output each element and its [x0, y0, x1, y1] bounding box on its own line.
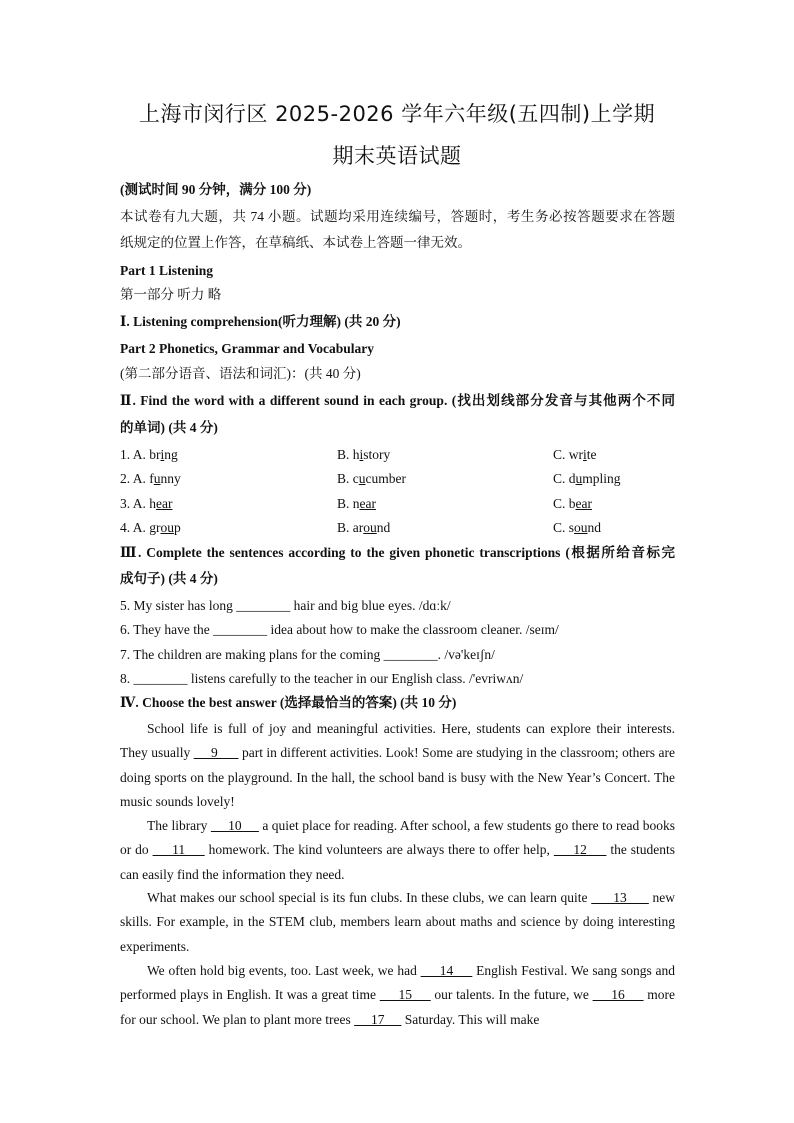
- passage-paragraph-4: We often hold big events, too. Last week, we had 14 English Festival. We sang songs and performed plays in English. It was a great time 15 our talents. In the future, we 16 more for our school. We plan to plant more trees 17 Saturday. This will make: [120, 963, 676, 1027]
- answer-blank: ________: [383, 647, 438, 662]
- option-4-a: 4. A. group: [120, 520, 181, 535]
- sentence-item-7: 7. The children are making plans for the coming ________. /və'keɪʃn/: [120, 647, 495, 662]
- sentence-item-5: 5. My sister has long ________ hair and big blue eyes. /dɑːk/: [120, 598, 451, 613]
- passage-paragraph-3: What makes our school special is its fun clubs. In these clubs, we can learn quite 13 new skills. For example, in the STEM club, members learn about maths and science by doing interesting experiments.: [120, 890, 675, 954]
- section4-heading: Ⅳ. Choose the best answer (选择最恰当的答案) (共 10 分): [120, 695, 457, 710]
- underlined-letters: i: [160, 447, 165, 462]
- passage-paragraph-2: The library 10 a quiet place for reading. After school, a few students go there to read books or do 11 homework. The kind volunteers are always there to offer help, 12 the students can easily find the information they need.: [120, 818, 676, 882]
- numbered-blank: 13: [591, 890, 649, 905]
- underlined-letters: i: [583, 447, 587, 462]
- sentence-item-8: 8. ________ listens carefully to the teacher in our English class. /'evriwʌn/: [120, 671, 524, 686]
- underlined-letters: ear: [575, 496, 592, 511]
- option-1-c: C. write: [553, 447, 597, 462]
- option-3-c: C. bear: [553, 496, 592, 511]
- option-1-b: B. history: [337, 447, 391, 462]
- numbered-blank: 17: [354, 1011, 402, 1027]
- answer-blank: ________: [133, 671, 188, 686]
- numbered-blank: 9: [193, 745, 239, 761]
- option-4-c: C. sound: [553, 520, 602, 535]
- numbered-blank: 14: [420, 963, 473, 978]
- underlined-letters: ou: [574, 520, 588, 535]
- underlined-letters: ou: [160, 520, 174, 535]
- underlined-letters: u: [358, 471, 366, 486]
- section3-heading-line2: 成句子) (共 4 分): [120, 571, 218, 586]
- instructions-line2: 纸规定的位置上作答，在草稿纸、本试卷上答题一律无效。: [120, 235, 471, 250]
- underlined-letters: ou: [363, 520, 377, 535]
- instructions-line1: 本试卷有九大题，共 74 小题。试题均采用连续编号，答题时，考生务必按答题要求在答题: [120, 209, 675, 224]
- answer-blank: ________: [213, 622, 268, 637]
- underlined-letters: ear: [156, 496, 173, 511]
- numbered-blank: 11: [152, 842, 205, 858]
- section3-heading-line1: Ⅲ. Complete the sentences according to the given phonetic transcriptions (根据所给音标完: [120, 545, 675, 560]
- underlined-letters: u: [153, 471, 161, 486]
- option-2-b: B. cucumber: [337, 471, 406, 486]
- numbered-blank: 16: [592, 987, 644, 1003]
- option-3-a: 3. A. hear: [120, 496, 173, 511]
- part2-subtitle: (第二部分语音、语法和词汇)：(共 40 分): [120, 366, 361, 381]
- part1-title: Part 1 Listening: [120, 263, 213, 278]
- numbered-blank: 10: [210, 818, 259, 833]
- exam-title-line2: 期末英语试题: [332, 144, 462, 168]
- answer-blank: ________: [236, 598, 291, 613]
- exam-title-line1: 上海市闵行区 2025-2026 学年六年级(五四制)上学期: [138, 102, 656, 126]
- underlined-letters: u: [575, 471, 583, 486]
- section2-heading-line2: 的单词) (共 4 分): [120, 420, 218, 435]
- option-2-a: 2. A. funny: [120, 471, 181, 486]
- sentence-item-6: 6. They have the ________ idea about how to make the classroom cleaner. /seɪm/: [120, 622, 559, 637]
- option-1-a: 1. A. bring: [120, 447, 178, 462]
- numbered-blank: 15: [379, 987, 431, 1003]
- passage-paragraph-1: School life is full of joy and meaningful activities. Here, students can explore their interests. They usually 9 part in different activities. Look! Some are studying in the classroom; others are doing sports on the playground. In the hall, the school band is busy with the New Year’s Concert. The music sounds lovely!: [120, 721, 675, 809]
- part1-subtitle: 第一部分 听力 略: [120, 287, 222, 302]
- underlined-letters: i: [359, 447, 364, 462]
- option-4-b: B. around: [337, 520, 391, 535]
- time-note: (测试时间 90 分钟，满分 100 分): [120, 182, 312, 197]
- section2-heading-line1: Ⅱ. Find the word with a different sound in each group. (找出划线部分发音与其他两个不同: [120, 393, 675, 408]
- option-3-b: B. near: [337, 496, 376, 511]
- section1-heading: Ⅰ. Listening comprehension(听力理解) (共 20 分): [120, 314, 401, 329]
- underlined-letters: ear: [359, 496, 376, 511]
- numbered-blank: 12: [553, 842, 607, 858]
- option-2-c: C. dumpling: [553, 471, 621, 486]
- part2-title: Part 2 Phonetics, Grammar and Vocabulary: [120, 341, 374, 356]
